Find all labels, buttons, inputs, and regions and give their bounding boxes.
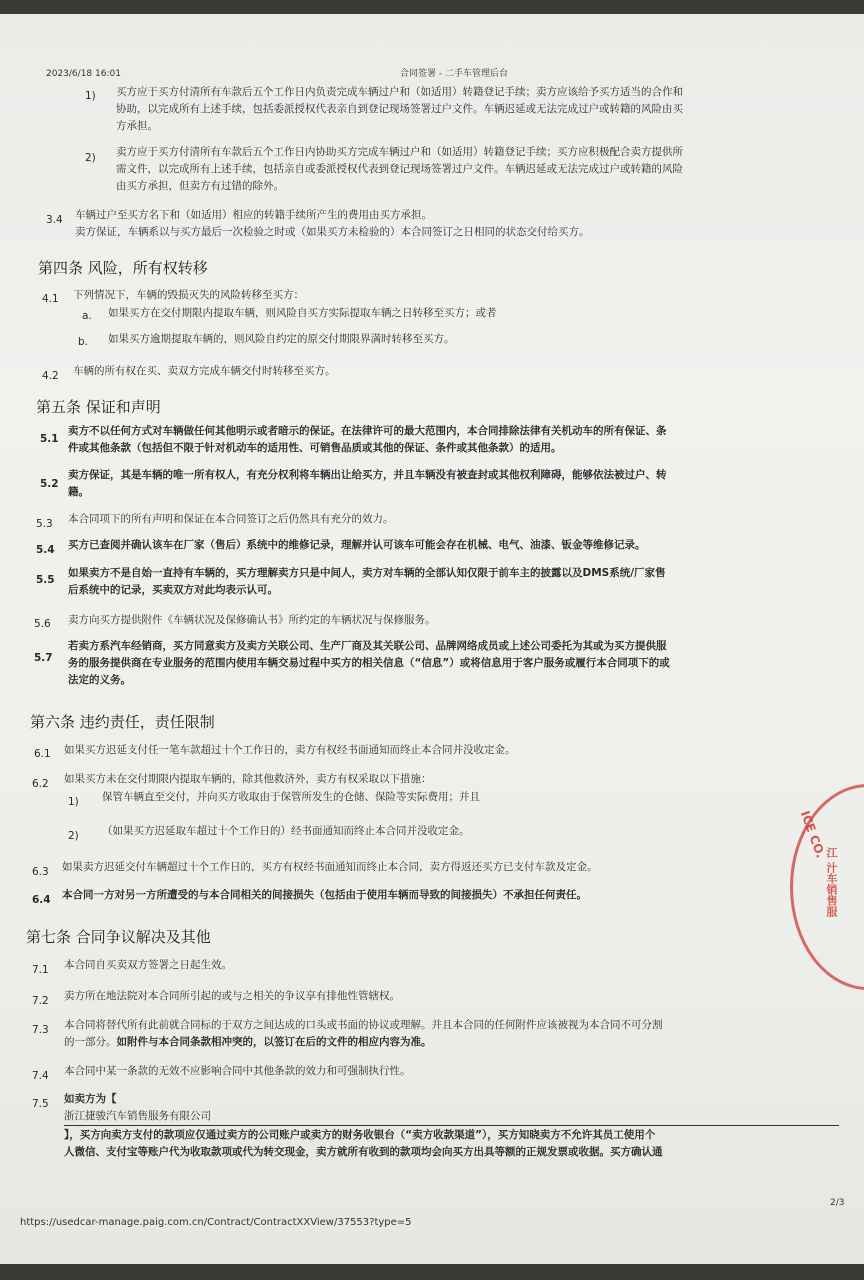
clause-number: 7.5 [32,1098,49,1110]
text-line: 卖方所在地法院对本合同所引起的或与之相关的争议享有排他性管辖权。 [64,990,400,1002]
text-line: 本合同中某一条款的无效不应影响合同中其他条款的效力和可强制执行性。 [64,1065,411,1077]
text-line: 如果买方在交付期限内提取车辆，则风险自买方实际提取车辆之日转移至买方；或者 [108,307,497,319]
text-normal: 的一部分。 [64,1036,117,1048]
text-line: 车辆过户至买方名下和（如适用）相应的转籍手续所产生的费用由买方承担。 [75,209,432,221]
clause-number: 5.1 [40,433,59,445]
text-line: 需文件，以完成所有上述手续，包括亲自或委派授权代表到登记现场签署过户文件。车辆迟延或无法完成过户或转籍的风险 [116,163,683,175]
text-line: 后系统中的记录，买卖双方对此均表示认可。 [68,584,278,596]
clause-number: 4.1 [42,293,59,305]
page-url: https://usedcar-manage.paig.com.cn/Contract/ContractXXView/37553?type=5 [20,1217,412,1228]
clause-number: 7.1 [32,964,49,976]
text-line: 如果买方逾期提取车辆的，则风险自约定的原交付期限界满时转移至买方。 [108,333,455,345]
item-number: 1) [85,90,96,102]
text-line: 方承担。 [116,120,158,132]
section-title: 第四条 风险，所有权转移 [38,259,208,277]
section-title: 第七条 合同争议解决及其他 [26,928,211,946]
section-title: 第六条 违约责任，责任限制 [30,713,215,731]
clause-number: 5.3 [36,518,53,530]
clause-number: 5.6 [34,618,51,630]
text-bold: 如附件与本合同条款相冲突的，以签订在后的文件的相应内容为准。 [116,1036,432,1048]
text-line: 务的服务提供商在专业服务的范围内使用车辆交易过程中买方的相关信息（“信息”）或将信息用于客户服务或履行本合同项下的或 [68,657,670,669]
text-line: 若卖方系汽车经销商，买方同意卖方及卖方关联公司、生产厂商及其关联公司、品牌网络成员或上述公司委托为其或为买方提供服 [68,640,667,652]
text-line: 卖方保证，其是车辆的唯一所有权人，有充分权利将车辆出让给买方，并且车辆没有被查封或其他权利障碍，能够依法被过户、转 [68,469,667,481]
text-line: 卖方保证，车辆系以与买方最后一次检验之时或（如果买方未检验的）本合同签订之日相同的状态交付给买方。 [75,226,590,238]
underline [64,1125,839,1126]
page-number: 2/3 [830,1198,845,1208]
text-line: 协助，以完成所有上述手续，包括委派授权代表亲自到登记现场签署过户文件。车辆迟延或无法完成过户或转籍的风险由买 [116,103,683,115]
text-line: 本合同一方对另一方所遭受的与本合同相关的间接损失（包括由于使用车辆而导致的间接损失）不承担任何责任。 [62,889,587,901]
stamp-text: 江 汁车销售服 [825,847,838,917]
section-title: 第五条 保证和声明 [36,398,161,416]
page-header-title: 合同签署 - 二手车管理后台 [400,69,508,79]
text-line: 】，买方向卖方支付的款项应仅通过卖方的公司账户或卖方的财务收银台（“卖方收款渠道”），买方知晓卖方不允许其员工使用个 [64,1129,656,1141]
text-line: 件或其他条款（包括但不限于针对机动车的适用性、可销售品质或其他的保证、条件或其他条款）的适用。 [68,442,562,454]
clause-number: 5.2 [40,478,59,490]
clause-number: 5.4 [36,544,55,556]
clause-number: 7.2 [32,995,49,1007]
clause-number: 4.2 [42,370,59,382]
stamp-text: ICE CO. [797,809,828,860]
text-line: 买方已查阅并确认该车在厂家（售后）系统中的维修记录，理解并认可该车可能会存在机械、电气、油漆、钣金等维修记录。 [68,539,646,551]
text-line: 卖方向买方提供附件《车辆状况及保修确认书》所约定的车辆状况与保修服务。 [68,614,436,626]
text-line: 如果买方未在交付期限内提取车辆的，除其他救济外，卖方有权采取以下措施： [64,773,432,785]
item-number: b. [78,336,89,348]
text-line: 人微信、支付宝等账户代为收取款项或代为转交现金，卖方就所有收到的款项均会向买方出具等额的正规发票或收据。买方确认通 [64,1146,663,1158]
item-number: 2) [68,830,79,842]
clause-number: 6.4 [32,894,51,906]
text-line: 卖方应于买方付清所有车款后五个工作日内协助买方完成车辆过户和（如适用）转籍登记手续；买方应积极配合卖方提供所 [116,146,683,158]
seller-label: 如卖方为【 [64,1093,117,1105]
clause-number: 6.2 [32,778,49,790]
clause-number: 6.1 [34,748,51,760]
text-line: 买方应于买方付清所有车款后五个工作日内负责完成车辆过户和（如适用）转籍登记手续；卖方应该给予买方适当的合作和 [116,86,683,98]
clause-number: 7.4 [32,1070,49,1082]
seller-company-name: 浙江捷骏汽车销售服务有限公司 [64,1110,211,1122]
item-number: 1) [68,796,79,808]
text-line: 保管车辆直至交付，并向买方收取由于保管所发生的仓储、保险等实际费用；并且 [102,791,480,803]
text-line: 籍。 [68,486,89,498]
document-page [0,14,864,1264]
print-datetime: 2023/6/18 16:01 [46,69,121,79]
text-line: 本合同将替代所有此前就合同标的于双方之间达成的口头或书面的协议或理解。并且本合同的任何附件应该被视为本合同不可分割 [64,1019,663,1031]
clause-number: 5.7 [34,652,53,664]
text-line: 车辆的所有权在买、卖双方完成车辆交付时转移至买方。 [73,365,336,377]
text-line [64,1034,432,1051]
text-line: 如果卖方不是自始一直持有车辆的，买方理解卖方只是中间人，卖方对车辆的全部认知仅限于前车主的披露以及DMS系统/厂家售 [68,567,666,579]
text-line: （如果买方迟延取车超过十个工作日的）经书面通知而终止本合同并没收定金。 [102,825,470,837]
clause-number: 7.3 [32,1024,49,1036]
text-line: 如果买方迟延支付任一笔车款超过十个工作日的，卖方有权经书面通知而终止本合同并没收定金。 [64,744,516,756]
item-number: a. [82,310,92,322]
clause-number: 6.3 [32,866,49,878]
clause-number: 3.4 [46,214,63,226]
clause-number: 5.5 [36,574,55,586]
item-number: 2) [85,152,96,164]
text-line: 本合同自买卖双方签署之日起生效。 [64,959,232,971]
company-stamp [790,784,864,990]
text-line: 卖方不以任何方式对车辆做任何其他明示或者暗示的保证。在法律许可的最大范围内，本合同排除法律有关机动车的所有保证、条 [68,425,667,437]
text-line: 法定的义务。 [68,674,131,686]
text-line: 本合同项下的所有声明和保证在本合同签订之后仍然具有充分的效力。 [68,513,394,525]
text-line: 由买方承担，但卖方有过错的除外。 [116,180,284,192]
text-line: 下列情况下，车辆的毁损灭失的风险转移至买方： [73,289,304,301]
text-line: 如果卖方迟延交付车辆超过十个工作日的，买方有权经书面通知而终止本合同，卖方得返还买方已支付车款及定金。 [62,861,598,873]
